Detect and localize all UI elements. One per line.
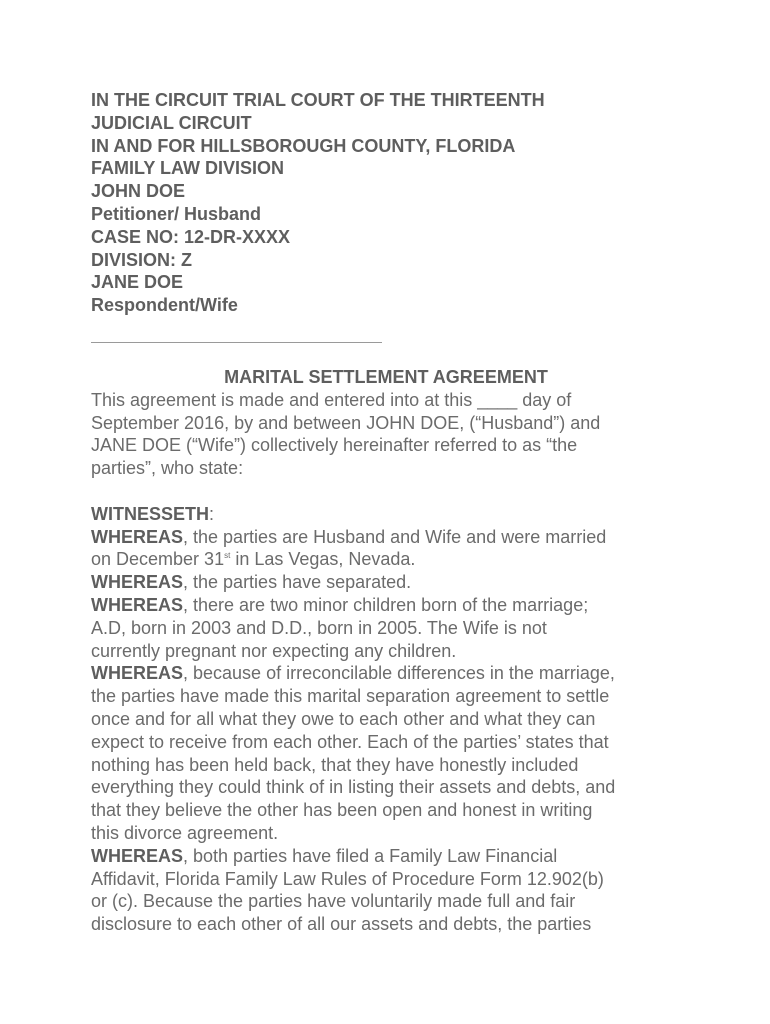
clause-line: A.D, born in 2003 and D.D., born in 2005. The Wife is not: [91, 617, 547, 638]
witnesseth-heading: [91, 503, 691, 526]
petitioner-role: Petitioner/ Husband: [91, 203, 262, 224]
clause-line: once and for all what they owe to each other and what they can: [91, 708, 596, 729]
clause-text: , because of irreconcilable differences in the marriage,: [183, 663, 615, 684]
clause-line: [91, 845, 691, 868]
whereas-label: WHEREAS: [91, 572, 184, 593]
clause-text: on December 31: [91, 549, 225, 570]
clause-text: in Las Vegas, Nevada.: [230, 549, 416, 570]
whereas-label: WHEREAS: [91, 526, 184, 547]
clause-line: disclosure to each other of all our assets and debts, the parties: [91, 914, 592, 935]
whereas-label: WHEREAS: [91, 594, 184, 615]
clause-text: , both parties have filed a Family Law Financial: [183, 845, 558, 866]
witnesseth-colon: :: [209, 503, 215, 524]
clause-line: [91, 571, 691, 594]
intro-line: parties”, who state:: [91, 458, 244, 479]
whereas-clause-differences: [91, 662, 691, 844]
clause-line: expect to receive from each other. Each of the parties’ states that: [91, 731, 609, 752]
case-caption: [91, 89, 691, 317]
document-title: MARITAL SETTLEMENT AGREEMENT: [224, 366, 548, 387]
court-name-line-2: JUDICIAL CIRCUIT: [91, 112, 252, 133]
case-number: CASE NO: 12-DR-XXXX: [91, 226, 291, 247]
clause-line: Affidavit, Florida Family Law Rules of Procedure Form 12.902(b): [91, 868, 604, 889]
clause-line: currently pregnant nor expecting any children.: [91, 640, 457, 661]
division-name: FAMILY LAW DIVISION: [91, 158, 285, 179]
county-line: IN AND FOR HILLSBOROUGH COUNTY, FLORIDA: [91, 135, 516, 156]
intro-line: JANE DOE (“Wife”) collectively hereinafter referred to as “the: [91, 435, 578, 456]
clause-line: that they believe the other has been open and honest in writing: [91, 800, 593, 821]
whereas-clause-affidavit: [91, 845, 691, 936]
witnesseth-label: WITNESSETH: [91, 503, 210, 524]
division-code: DIVISION: Z: [91, 249, 193, 270]
whereas-clause-separated: [91, 571, 691, 594]
clause-line: or (c). Because the parties have voluntarily made full and fair: [91, 891, 576, 912]
intro-paragraph: [91, 389, 691, 480]
clause-line: everything they could think of in listing their assets and debts, and: [91, 777, 616, 798]
clause-line: nothing has been held back, that they have honestly included: [91, 754, 579, 775]
clause-line: [91, 594, 691, 617]
whereas-clause-marriage: [91, 526, 691, 572]
ordinal-suffix: st: [224, 551, 231, 561]
petitioner-name: JOHN DOE: [91, 181, 186, 202]
paragraph-gap: [91, 480, 691, 503]
clause-text: , there are two minor children born of the marriage;: [183, 594, 589, 615]
clause-line: [91, 548, 691, 571]
clause-line: [91, 526, 691, 549]
intro-line: This agreement is made and entered into at this ____ day of: [91, 389, 572, 410]
clause-line: the parties have made this marital separation agreement to settle: [91, 686, 610, 707]
clause-line: this divorce agreement.: [91, 822, 279, 843]
respondent-role: Respondent/Wife: [91, 295, 238, 316]
clause-text: , the parties are Husband and Wife and were married: [183, 526, 607, 547]
document-page: [91, 89, 691, 936]
clause-text: , the parties have separated.: [183, 572, 412, 593]
whereas-label: WHEREAS: [91, 845, 184, 866]
court-name-line-1: IN THE CIRCUIT TRIAL COURT OF THE THIRTEENTH: [91, 90, 545, 110]
clause-line: [91, 662, 691, 685]
whereas-clause-children: [91, 594, 691, 662]
intro-line: September 2016, by and between JOHN DOE, (“Husband”) and: [91, 412, 601, 433]
respondent-name: JANE DOE: [91, 272, 184, 293]
caption-divider: [91, 342, 382, 343]
whereas-label: WHEREAS: [91, 663, 184, 684]
